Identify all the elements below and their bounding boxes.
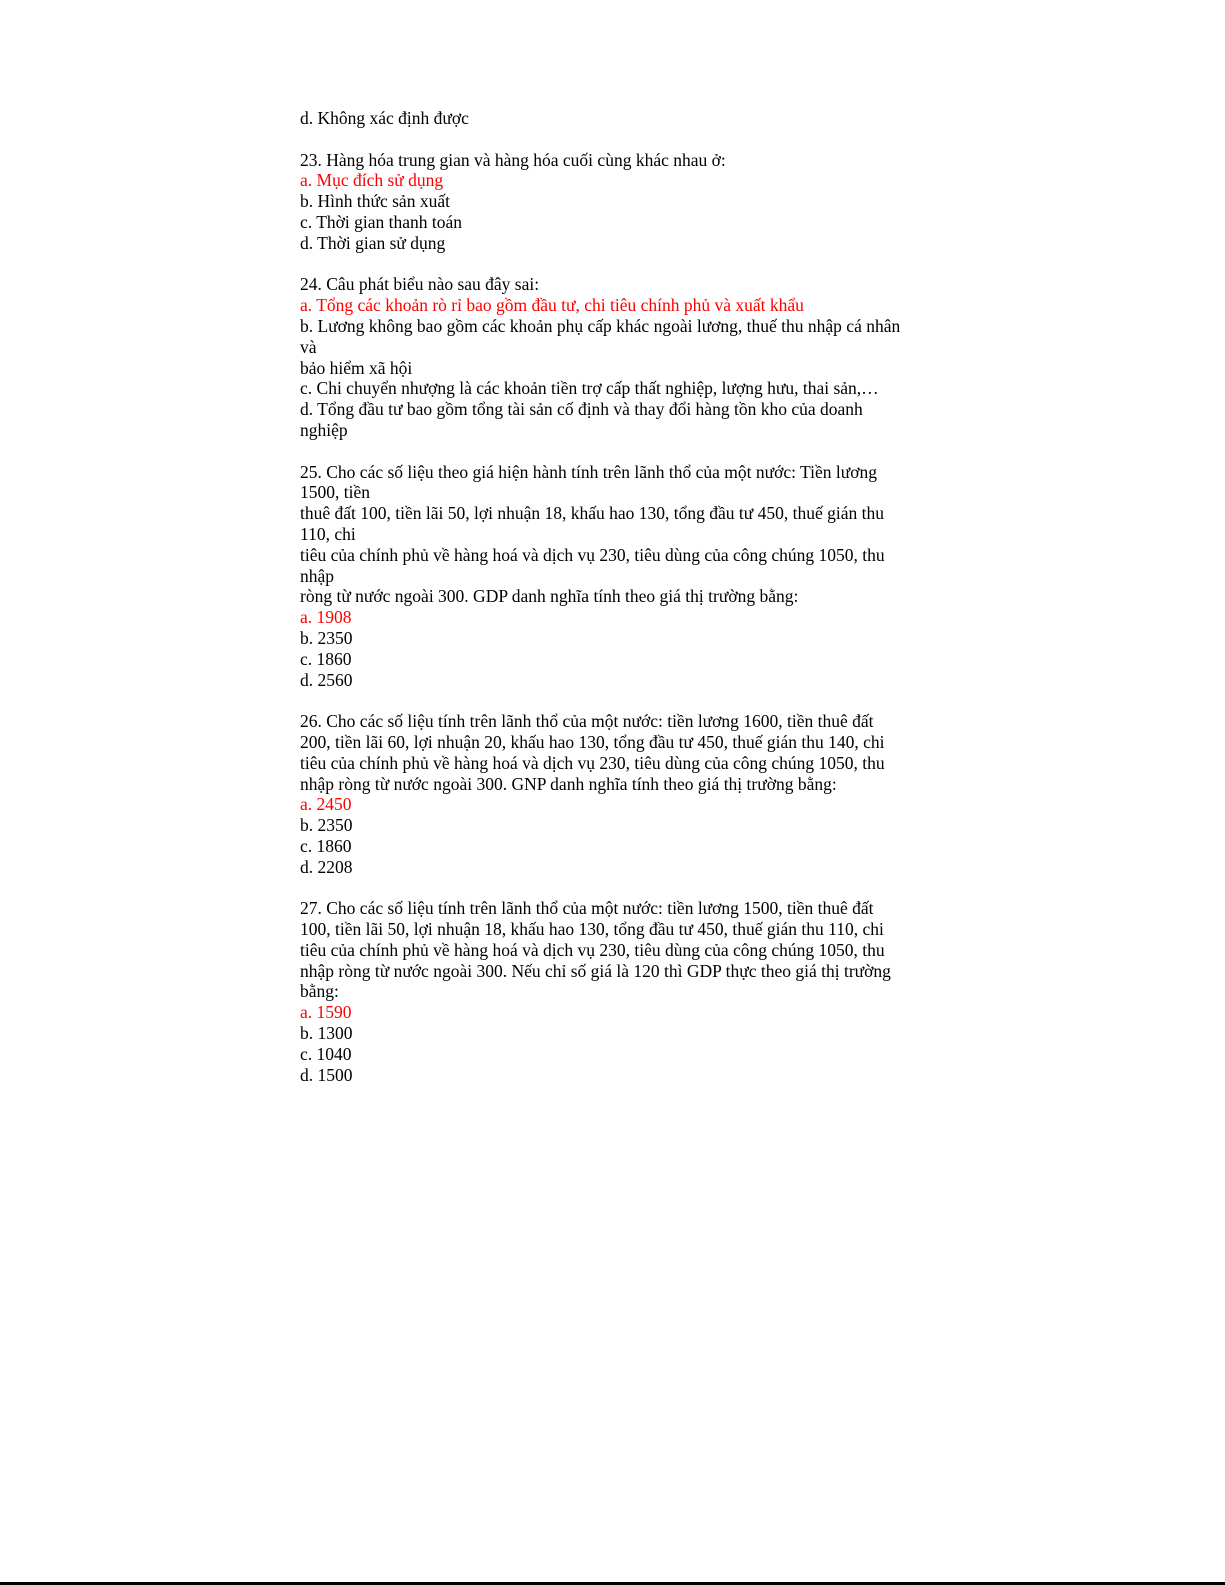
text-line: 110, chi [300,523,356,544]
text-line: 100, tiền lãi 50, lợi nhuận 18, khấu hao 130, tổng đầu tư 450, thuế gián thu 110, chi [300,919,884,940]
text-line: c. 1860 [300,648,352,669]
text-line: 27. Cho các số liệu tính trên lãnh thổ của một nước: tiền lương 1500, tiền thuê đất [300,898,874,919]
answer-option-highlighted: a. 1908 [300,607,352,628]
text-line: 1500, tiền [300,482,370,503]
text-line: nhập [300,565,335,586]
text-line: d. 2208 [300,856,353,877]
text-line: 25. Cho các số liệu theo giá hiện hành tính trên lãnh thổ của một nước: Tiền lương [300,461,877,482]
text-line: b. 2350 [300,627,353,648]
text-line: c. 1040 [300,1043,352,1064]
text-line: 26. Cho các số liệu tính trên lãnh thổ của một nước: tiền lương 1600, tiền thuê đất [300,711,874,732]
text-line: 23. Hàng hóa trung gian và hàng hóa cuối cùng khác nhau ở: [300,149,726,170]
question-block [300,150,925,254]
text-line: bằng: [300,981,339,1002]
text-line: bảo hiểm xã hội [300,357,413,378]
text-line: d. Thời gian sử dụng [300,232,446,253]
block-gap [300,129,925,150]
text-line: b. Hình thức sản xuất [300,191,450,212]
text-line: tiêu của chính phủ về hàng hoá và dịch vụ 230, tiêu dùng của công chúng 1050, thu [300,752,885,773]
text-line: nhập ròng từ nước ngoài 300. GNP danh nghĩa tính theo giá thị trường bằng: [300,773,837,794]
text-line: tiêu của chính phủ về hàng hoá và dịch vụ 230, tiêu dùng của công chúng 1050, thu [300,939,885,960]
block-gap [300,254,925,275]
question-block [300,274,925,440]
text-line: 200, tiền lãi 60, lợi nhuận 20, khấu hao 130, tổng đầu tư 450, thuế gián thu 140, chi [300,731,885,752]
text-line: c. 1860 [300,835,352,856]
text-line: và [300,336,317,357]
text-line: thuê đất 100, tiền lãi 50, lợi nhuận 18, khấu hao 130, tổng đầu tư 450, thuế gián thu [300,503,884,524]
answer-option-highlighted: a. 2450 [300,794,352,815]
text-line: 24. Câu phát biểu nào sau đây sai: [300,274,540,295]
question-block [300,108,925,129]
text-line: d. 2560 [300,669,353,690]
question-content [300,108,925,1085]
answer-option-highlighted: a. Mục đích sử dụng [300,170,444,191]
text-line: c. Chi chuyển nhượng là các khoản tiền trợ cấp thất nghiệp, lượng hưu, thai sản,… [300,378,879,399]
text-line: nghiệp [300,419,348,440]
block-gap [300,441,925,462]
answer-option-highlighted: a. Tổng các khoản rò rỉ bao gồm đầu tư, chi tiêu chính phủ và xuất khẩu [300,295,804,316]
question-block [300,711,925,877]
block-gap [300,877,925,898]
text-line: d. Tổng đầu tư bao gồm tổng tài sản cố định và thay đổi hàng tồn kho của doanh [300,399,863,420]
text-line: b. 2350 [300,815,353,836]
text-line: tiêu của chính phủ về hàng hoá và dịch vụ 230, tiêu dùng của công chúng 1050, thu [300,544,885,565]
text-line: ròng từ nước ngoài 300. GDP danh nghĩa tính theo giá thị trường bằng: [300,586,799,607]
text-line: b. 1300 [300,1023,353,1044]
text-line: d. 1500 [300,1064,353,1085]
text-line: nhập ròng từ nước ngoài 300. Nếu chỉ số giá là 120 thì GDP thực theo giá thị trường [300,960,891,981]
block-gap [300,690,925,711]
question-block [300,462,925,691]
text-line: d. Không xác định được [300,108,469,128]
text-line: b. Lương không bao gồm các khoản phụ cấp khác ngoài lương, thuế thu nhập cá nhân [300,315,901,336]
question-block [300,898,925,1085]
text-line: c. Thời gian thanh toán [300,211,463,232]
answer-option-highlighted: a. 1590 [300,1002,352,1023]
